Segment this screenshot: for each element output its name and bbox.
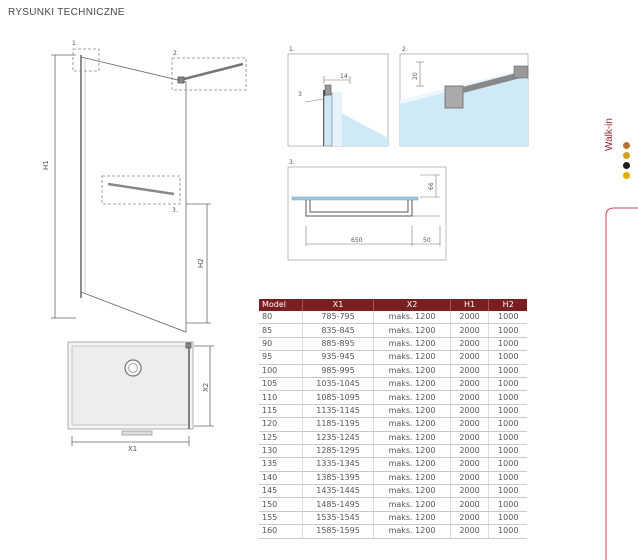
table-cell: maks. 1200 (374, 418, 450, 431)
detail-3-dim-height: 66 (428, 182, 435, 190)
table-cell: 1235-1245 (302, 431, 374, 444)
table-cell: 2000 (450, 404, 489, 417)
table-cell: maks. 1200 (374, 377, 450, 390)
table-cell: 1000 (489, 311, 527, 324)
detail-2-marker: 2. (402, 46, 408, 53)
detail-3-dim-width: 650 (351, 237, 363, 244)
table-cell: maks. 1200 (374, 444, 450, 457)
table-cell: 1000 (489, 511, 527, 524)
table-cell: 110 (259, 391, 302, 404)
table-cell: 115 (259, 404, 302, 417)
table-cell: maks. 1200 (374, 391, 450, 404)
table-row (259, 418, 527, 431)
table-cell: 2000 (450, 311, 489, 324)
table-row (259, 311, 527, 324)
table-cell: 150 (259, 498, 302, 511)
detail-1-dim-b: 3 (298, 91, 302, 98)
table-cell: 2000 (450, 377, 489, 390)
table-cell: maks. 1200 (374, 498, 450, 511)
column-header: X1 (302, 299, 374, 311)
table-cell: 105 (259, 377, 302, 390)
table-cell: 2000 (450, 337, 489, 350)
table-cell: maks. 1200 (374, 337, 450, 350)
table-cell: 2000 (450, 525, 489, 538)
label-x1: X1 (128, 445, 138, 453)
table-cell: maks. 1200 (374, 485, 450, 498)
table-row (259, 444, 527, 457)
table-cell: 1485-1495 (302, 498, 374, 511)
table-cell: 1335-1345 (302, 458, 374, 471)
table-cell: 1035-1045 (302, 377, 374, 390)
table-cell: 120 (259, 418, 302, 431)
detail-2-dim-a: 20 (412, 72, 419, 80)
table-cell: 1000 (489, 458, 527, 471)
table-cell: 1000 (489, 391, 527, 404)
table-cell: 1000 (489, 337, 527, 350)
table-cell: 2000 (450, 324, 489, 337)
detail-marker-2: 2. (173, 50, 179, 57)
table-cell: 1285-1295 (302, 444, 374, 457)
table-cell: 1585-1595 (302, 525, 374, 538)
table-cell: 95 (259, 351, 302, 364)
table-cell: 1000 (489, 485, 527, 498)
table-cell: 1000 (489, 471, 527, 484)
table-cell: 2000 (450, 471, 489, 484)
detail-marker-1: 1. (72, 40, 78, 47)
table-cell: 1000 (489, 324, 527, 337)
table-cell: 2000 (450, 511, 489, 524)
table-cell: 885-895 (302, 337, 374, 350)
table-cell: 1435-1445 (302, 485, 374, 498)
table-cell: 135 (259, 458, 302, 471)
column-header: Model (259, 299, 302, 311)
table-cell: 125 (259, 431, 302, 444)
table-row (259, 324, 527, 337)
table-cell: 90 (259, 337, 302, 350)
table-cell: 1385-1395 (302, 471, 374, 484)
table-cell: 835-845 (302, 324, 374, 337)
table-row (259, 471, 527, 484)
table-row (259, 458, 527, 471)
walk-in-label: Walk-in (604, 118, 615, 151)
table-row (259, 485, 527, 498)
table-row (259, 377, 527, 390)
table-cell: maks. 1200 (374, 511, 450, 524)
table-cell: maks. 1200 (374, 324, 450, 337)
table-cell: maks. 1200 (374, 404, 450, 417)
table-cell: maks. 1200 (374, 525, 450, 538)
detail-3-marker: 3. (289, 159, 295, 166)
table-row (259, 498, 527, 511)
table-cell: 1000 (489, 525, 527, 538)
column-header: H1 (450, 299, 489, 311)
detail-1-dim-a: 14 (340, 73, 348, 80)
table-cell: 1000 (489, 351, 527, 364)
table-cell: 785-795 (302, 311, 374, 324)
table-cell: 140 (259, 471, 302, 484)
table-cell: 1135-1145 (302, 404, 374, 417)
table-cell: 2000 (450, 391, 489, 404)
table-cell: 2000 (450, 444, 489, 457)
detail-1-marker: 1. (289, 46, 295, 53)
table-cell: maks. 1200 (374, 431, 450, 444)
table-cell: 85 (259, 324, 302, 337)
table-cell: 155 (259, 511, 302, 524)
detail-marker-3: 3. (172, 207, 178, 214)
table-row (259, 351, 527, 364)
table-header-row (259, 299, 527, 311)
table-cell: 80 (259, 311, 302, 324)
table-cell: 1000 (489, 444, 527, 457)
table-cell: 2000 (450, 351, 489, 364)
table-cell: 100 (259, 364, 302, 377)
label-h2: H2 (197, 258, 205, 268)
table-row (259, 431, 527, 444)
page-title: RYSUNKI TECHNICZNE (8, 7, 125, 18)
column-header: X2 (374, 299, 450, 311)
table-cell: 2000 (450, 498, 489, 511)
table-row (259, 391, 527, 404)
table-cell: 2000 (450, 418, 489, 431)
table-cell: 2000 (450, 431, 489, 444)
table-cell: 160 (259, 525, 302, 538)
detail-3-dim-depth: 50 (423, 237, 431, 244)
table-cell: 1185-1195 (302, 418, 374, 431)
table-cell: 1535-1545 (302, 511, 374, 524)
table-cell: 1000 (489, 404, 527, 417)
table-cell: 1000 (489, 431, 527, 444)
table-row (259, 337, 527, 350)
table-cell: 2000 (450, 364, 489, 377)
table-row (259, 511, 527, 524)
table-cell: 130 (259, 444, 302, 457)
table-cell: maks. 1200 (374, 471, 450, 484)
table-row (259, 525, 527, 538)
table-cell: maks. 1200 (374, 364, 450, 377)
table-cell: 1085-1095 (302, 391, 374, 404)
table-cell: maks. 1200 (374, 351, 450, 364)
table-cell: maks. 1200 (374, 311, 450, 324)
table-row (259, 364, 527, 377)
table-cell: 1000 (489, 498, 527, 511)
label-h1: H1 (42, 160, 50, 170)
table-cell: 2000 (450, 458, 489, 471)
table-cell: maks. 1200 (374, 458, 450, 471)
table-cell: 1000 (489, 364, 527, 377)
label-x2: X2 (202, 382, 210, 392)
table-cell: 985-995 (302, 364, 374, 377)
table-cell: 2000 (450, 485, 489, 498)
table-cell: 1000 (489, 418, 527, 431)
table-cell: 1000 (489, 377, 527, 390)
table-body (259, 311, 527, 538)
table-cell: 935-945 (302, 351, 374, 364)
column-header: H2 (489, 299, 527, 311)
dimensions-table (259, 299, 527, 539)
table-row (259, 404, 527, 417)
table-cell: 145 (259, 485, 302, 498)
